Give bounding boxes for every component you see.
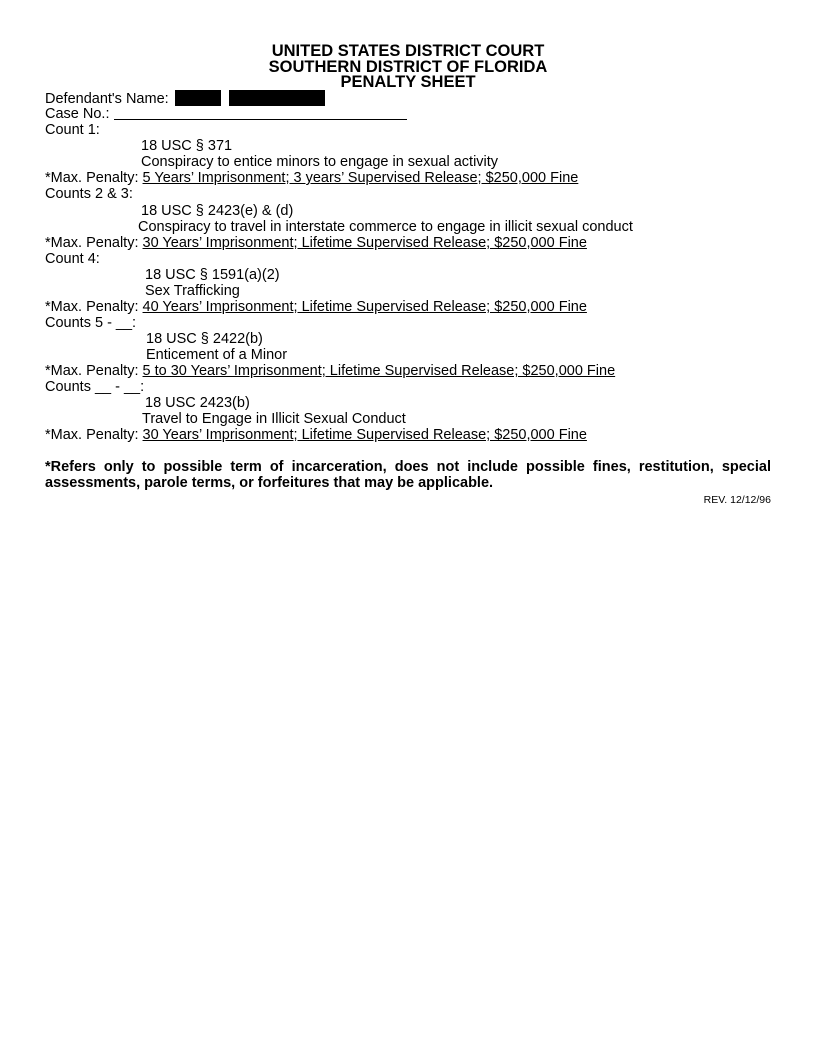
district-name: SOUTHERN DISTRICT OF FLORIDA (268, 58, 548, 76)
max-penalty-label: *Max. Penalty: (45, 427, 139, 443)
case-number-row (45, 106, 407, 122)
max-penalty-label: *Max. Penalty: (45, 170, 139, 186)
max-penalty-row (45, 427, 587, 443)
redacted-last-name (229, 90, 325, 106)
max-penalty-value: 40 Years’ Imprisonment; Lifetime Supervised Release; $250,000 Fine (142, 299, 587, 315)
count-label: Counts 5 - __: (45, 315, 137, 331)
max-penalty-row (45, 299, 587, 315)
max-penalty-value: 30 Years’ Imprisonment; Lifetime Supervised Release; $250,000 Fine (142, 427, 587, 443)
statute: 18 USC § 2423(e) & (d) (141, 203, 294, 219)
offense-description: Sex Trafficking (145, 283, 240, 299)
max-penalty-row (45, 235, 587, 251)
max-penalty-row (45, 363, 615, 379)
statute: 18 USC 2423(b) (145, 395, 250, 411)
case-number-blank (114, 106, 407, 120)
count-label: Count 4: (45, 251, 100, 267)
statute: 18 USC § 371 (141, 138, 233, 154)
max-penalty-value: 5 Years’ Imprisonment; 3 years’ Supervised Release; $250,000 Fine (142, 170, 579, 186)
offense-description: Travel to Engage in Illicit Sexual Conduct (142, 411, 406, 427)
max-penalty-row (45, 170, 578, 186)
count-label: Counts __ - __: (45, 379, 145, 395)
max-penalty-label: *Max. Penalty: (45, 363, 139, 379)
count-label: Count 1: (45, 122, 100, 138)
case-number-label: Case No.: (45, 106, 110, 122)
sheet-title: PENALTY SHEET (340, 73, 476, 91)
incarceration-footnote: *Refers only to possible term of incarceration, does not include possible fines, restitution, special assessments, parole terms, or forfeitures that may be applicable. (45, 459, 771, 491)
max-penalty-label: *Max. Penalty: (45, 299, 139, 315)
statute: 18 USC § 2422(b) (146, 331, 263, 347)
court-name: UNITED STATES DISTRICT COURT (271, 42, 545, 60)
max-penalty-value: 5 to 30 Years’ Imprisonment; Lifetime Supervised Release; $250,000 Fine (142, 363, 616, 379)
statute: 18 USC § 1591(a)(2) (145, 267, 280, 283)
max-penalty-label: *Max. Penalty: (45, 235, 139, 251)
count-label: Counts 2 & 3: (45, 186, 133, 202)
redacted-first-name (175, 90, 221, 106)
offense-description: Conspiracy to entice minors to engage in sexual activity (141, 154, 499, 170)
max-penalty-value: 30 Years’ Imprisonment; Lifetime Supervised Release; $250,000 Fine (142, 235, 587, 251)
offense-description: Enticement of a Minor (146, 347, 288, 363)
offense-description: Conspiracy to travel in interstate commerce to engage in illicit sexual conduct (138, 219, 633, 235)
defendant-name-label: Defendant's Name: (45, 91, 169, 107)
revision-date: REV. 12/12/96 (703, 494, 771, 506)
defendant-name-row (45, 90, 325, 107)
